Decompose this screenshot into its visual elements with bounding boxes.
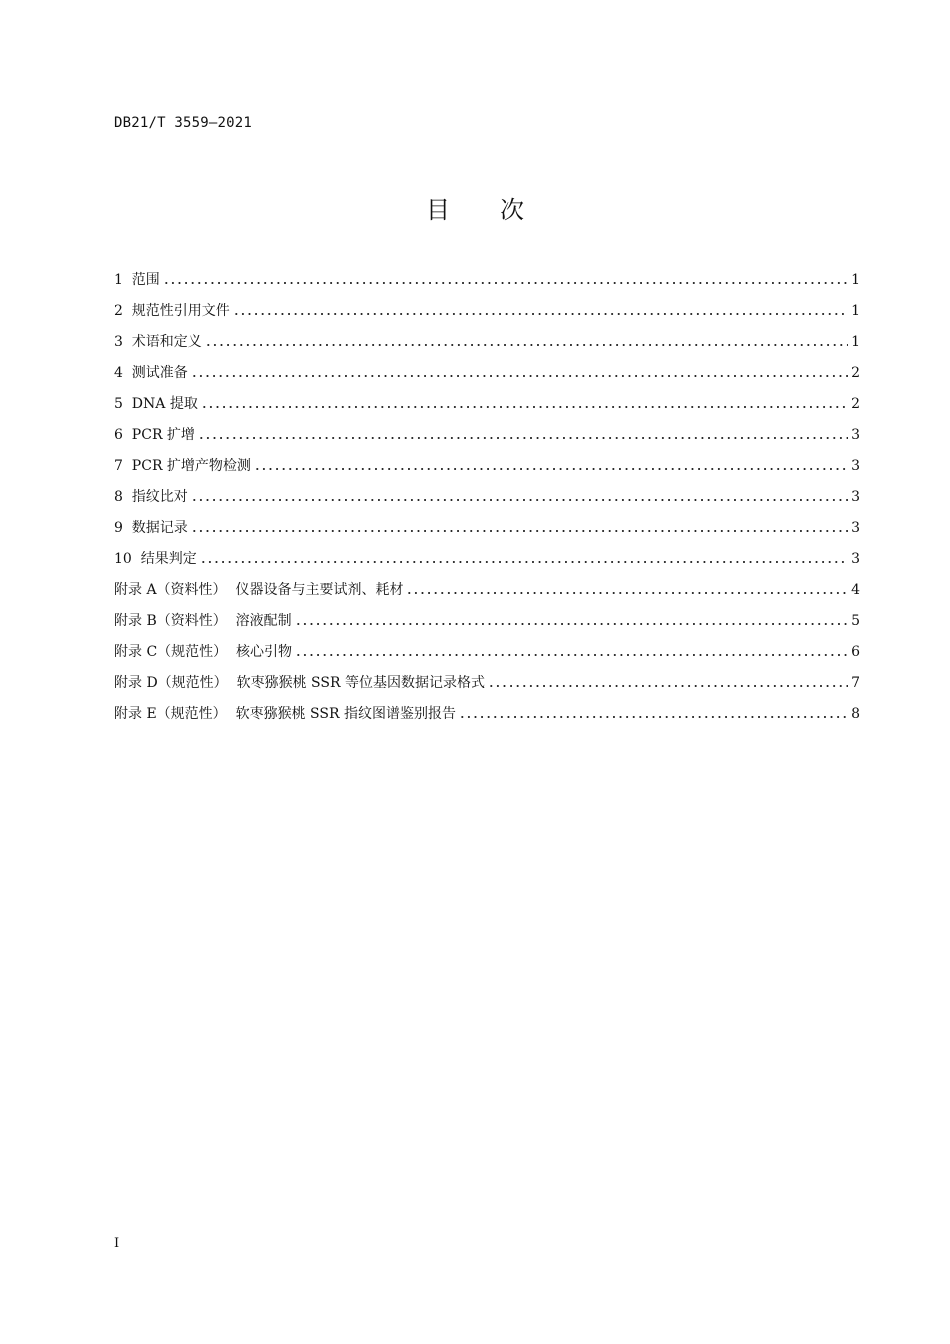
toc-item-label: 4 测试准备 [114,365,188,381]
toc-item[interactable] [114,485,860,516]
toc-item-label: 7 PCR 扩增产物检测 [114,458,251,474]
toc-leader-dots [200,554,848,564]
toc-item[interactable] [114,609,860,640]
toc-item[interactable] [114,361,860,392]
toc-leader-dots [163,275,848,285]
toc-list [114,268,860,733]
toc-item-page: 1 [851,272,860,288]
toc-item-label: 3 术语和定义 [114,334,202,350]
toc-title-char-2: 次 [500,196,524,224]
document-code: DB21/T 3559—2021 [114,115,253,131]
toc-item[interactable] [114,299,860,330]
toc-item-label: 9 数据记录 [114,520,188,536]
toc-item-page: 3 [851,427,860,443]
toc-item-page: 2 [851,396,860,412]
toc-item-page: 4 [851,582,860,598]
toc-item-label: 5 DNA 提取 [114,396,198,412]
toc-item[interactable] [114,671,860,702]
toc-leader-dots [191,368,848,378]
toc-leader-dots [295,647,848,657]
toc-item-label: 附录 D（规范性） 软枣猕猴桃 SSR 等位基因数据记录格式 [114,675,485,691]
toc-item[interactable] [114,268,860,299]
toc-item-label: 附录 E（规范性） 软枣猕猴桃 SSR 指纹图谱鉴别报告 [114,706,456,722]
toc-item[interactable] [114,516,860,547]
toc-item-label: 10 结果判定 [114,551,197,567]
toc-item-label: 2 规范性引用文件 [114,303,230,319]
toc-title [0,190,950,225]
toc-leader-dots [459,709,848,719]
toc-item-page: 3 [851,551,860,567]
toc-leader-dots [191,523,848,533]
toc-leader-dots [488,678,848,688]
toc-leader-dots [198,430,848,440]
toc-leader-dots [233,306,848,316]
toc-item-label: 附录 C（规范性） 核心引物 [114,644,293,660]
toc-item-page: 3 [851,520,860,536]
toc-item-label: 附录 A（资料性） 仪器设备与主要试剂、耗材 [114,582,404,598]
toc-item-page: 8 [851,706,860,722]
toc-item-page: 3 [851,489,860,505]
toc-item-page: 6 [851,644,860,660]
toc-item-page: 7 [851,675,860,691]
toc-item[interactable] [114,330,860,361]
toc-leader-dots [201,399,848,409]
toc-item-page: 1 [851,334,860,350]
toc-leader-dots [205,337,848,347]
toc-item[interactable] [114,454,860,485]
toc-title-char-1: 目 [426,196,450,224]
page-number: I [114,1236,120,1251]
toc-item-page: 1 [851,303,860,319]
toc-item[interactable] [114,547,860,578]
toc-leader-dots [295,616,848,626]
toc-item-page: 5 [851,613,860,629]
toc-leader-dots [254,461,848,471]
toc-item[interactable] [114,702,860,733]
toc-item[interactable] [114,423,860,454]
toc-leader-dots [191,492,848,502]
toc-leader-dots [406,585,848,595]
toc-item-label: 1 范围 [114,272,160,288]
toc-item[interactable] [114,392,860,423]
toc-item-label: 8 指纹比对 [114,489,188,505]
toc-item-label: 附录 B（资料性） 溶液配制 [114,613,292,629]
toc-item-label: 6 PCR 扩增 [114,427,195,443]
toc-item-page: 2 [851,365,860,381]
toc-item[interactable] [114,640,860,671]
toc-item-page: 3 [851,458,860,474]
toc-item[interactable] [114,578,860,609]
